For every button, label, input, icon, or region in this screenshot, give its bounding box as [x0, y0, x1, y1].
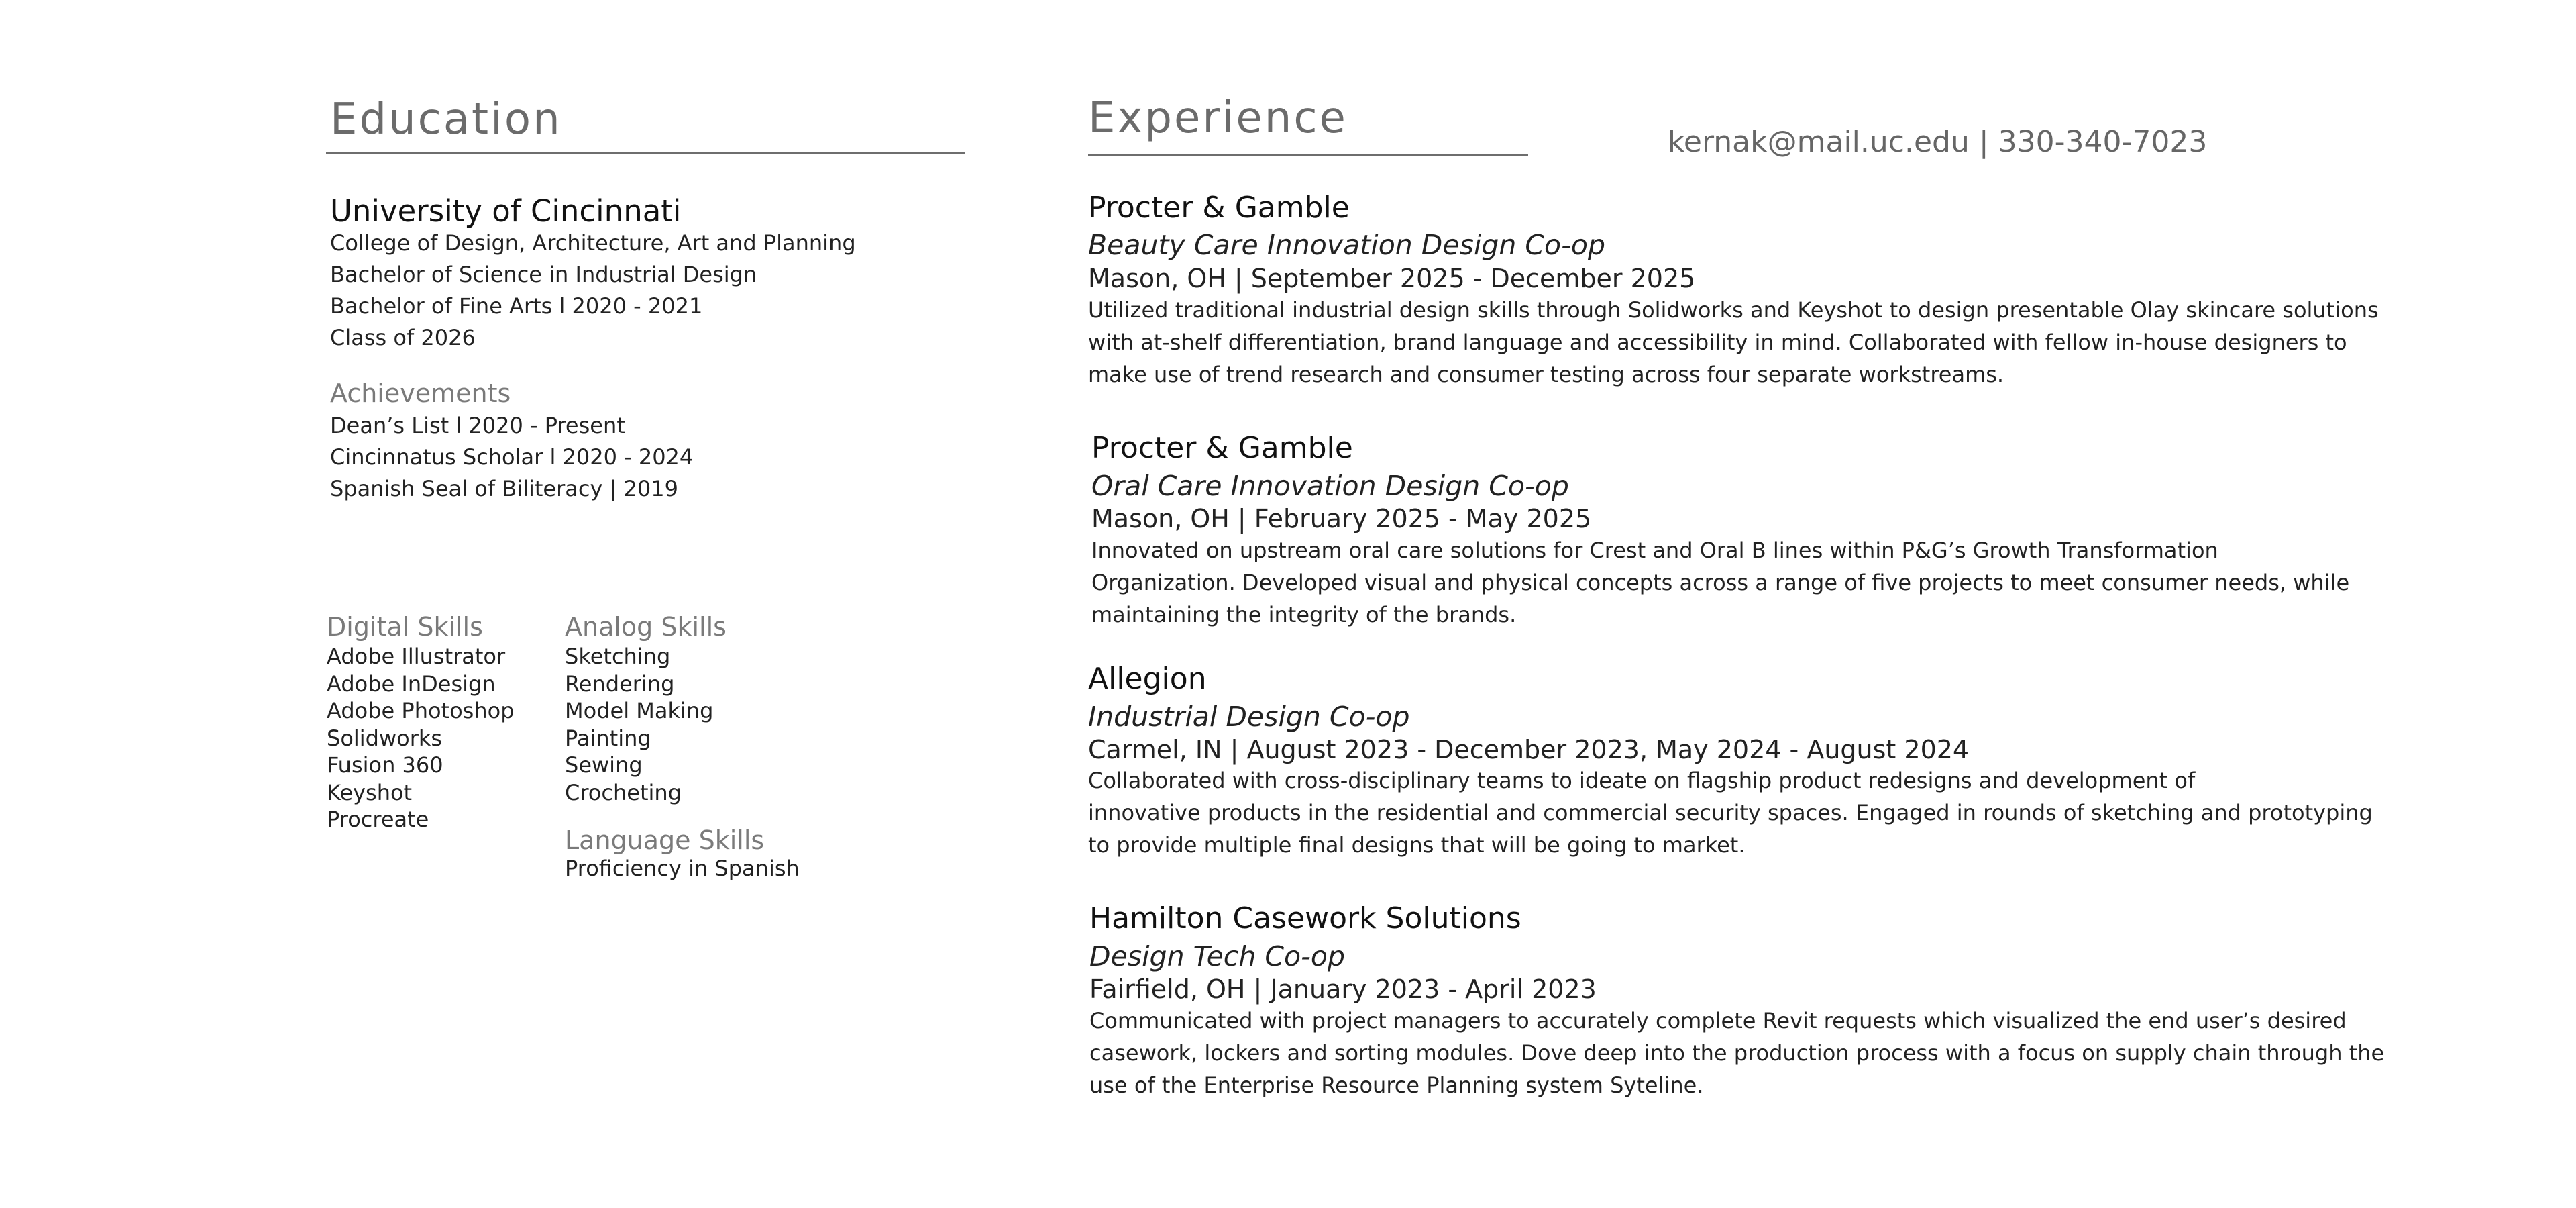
experience-heading: Experience [1088, 93, 1348, 143]
job-description [1089, 1005, 2384, 1101]
job-role: Beauty Care Innovation Design Co-op [1088, 229, 1606, 261]
language-skills-list [565, 855, 800, 883]
analog-skill-item: Sewing [565, 752, 643, 778]
achievement-item: Dean’s List l 2020 - Present [330, 413, 625, 438]
education-heading: Education [330, 95, 562, 144]
analog-skill-item: Model Making [565, 698, 714, 723]
language-skills-heading: Language Skills [565, 825, 765, 855]
digital-skill-item: Adobe Illustrator [327, 644, 506, 669]
digital-skill-item: Keyshot [327, 779, 413, 805]
digital-skill-item: Procreate [327, 807, 429, 832]
job-company: Hamilton Casework Solutions [1089, 901, 1521, 936]
job-description-line: Communicated with project managers to accurately complete Revit requests which visualized the end user’s desired [1089, 1008, 2347, 1034]
job-role: Industrial Design Co-op [1088, 701, 1410, 733]
analog-skill-item: Rendering [565, 670, 675, 697]
job-description-line: Utilized traditional industrial design skills through Solidworks and Keyshot to design presentable Olay skincare solutions [1088, 297, 2379, 323]
education-line: College of Design, Architecture, Art and Planning [330, 230, 856, 256]
analog-skill-item: Sketching [565, 644, 671, 669]
job-description-line: innovative products in the residential and commercial security spaces. Engaged in rounds of sketching and prototyping [1088, 800, 2373, 825]
job-description-line: make use of trend research and consumer testing across four separate workstreams. [1088, 362, 2004, 387]
digital-skill-item: Adobe Photoshop [327, 698, 515, 723]
job-description [1088, 764, 2373, 861]
job-company: Procter & Gamble [1091, 431, 1353, 465]
job-description [1091, 534, 2349, 631]
digital-skill-item: Fusion 360 [327, 752, 443, 778]
achievements-heading: Achievements [330, 379, 511, 408]
education-details [330, 228, 856, 354]
education-divider [326, 152, 965, 154]
education-line: Bachelor of Science in Industrial Design [330, 262, 757, 287]
job-location-dates: Mason, OH | September 2025 - December 2025 [1088, 264, 1696, 293]
analog-skill-item: Crocheting [565, 779, 682, 805]
achievements-list [330, 410, 693, 505]
digital-skills-heading: Digital Skills [327, 612, 483, 642]
job-description-line: with at-shelf differentiation, brand language and accessibility in mind. Collaborated with fellow in-house designers to [1088, 330, 2347, 355]
digital-skill-item: Adobe InDesign [327, 670, 496, 697]
digital-skills-list [327, 643, 515, 834]
job-description-line: Collaborated with cross-disciplinary teams to ideate on flagship product redesigns and development of [1088, 768, 2196, 793]
digital-skill-item: Solidworks [327, 725, 443, 751]
job-location-dates: Fairfield, OH | January 2023 - April 2023 [1089, 974, 1597, 1004]
job-description-line: maintaining the integrity of the brands. [1091, 602, 1517, 627]
job-description-line: Innovated on upstream oral care solutions for Crest and Oral B lines within P&G’s Growth Transformation [1091, 538, 2218, 563]
analog-skill-item: Painting [565, 725, 651, 751]
job-company: Allegion [1088, 662, 1207, 696]
education-line: Bachelor of Fine Arts l 2020 - 2021 [330, 293, 703, 319]
job-company: Procter & Gamble [1088, 191, 1350, 225]
job-description-line: use of the Enterprise Resource Planning system Syteline. [1089, 1072, 1704, 1098]
job-description-line: to provide multiple final designs that will be going to market. [1088, 832, 1746, 858]
contact-info: kernak@mail.uc.edu | 330-340-7023 [1668, 125, 2208, 159]
achievement-item: Cincinnatus Scholar l 2020 - 2024 [330, 444, 694, 470]
education-line: Class of 2026 [330, 325, 476, 350]
job-description-line: Organization. Developed visual and physical concepts across a range of five projects to meet consumer needs, while [1091, 570, 2350, 595]
job-location-dates: Carmel, IN | August 2023 - December 2023, May 2024 - August 2024 [1088, 735, 1970, 764]
experience-divider [1088, 154, 1528, 156]
language-skill-item: Proficiency in Spanish [565, 856, 800, 881]
analog-skills-heading: Analog Skills [565, 612, 727, 642]
school-name: University of Cincinnati [330, 193, 682, 229]
job-description-line: casework, lockers and sorting modules. Dove deep into the production process with a focus on supply chain through the [1089, 1040, 2385, 1066]
job-role: Oral Care Innovation Design Co-op [1091, 470, 1569, 502]
job-location-dates: Mason, OH | February 2025 - May 2025 [1091, 504, 1592, 534]
achievement-item: Spanish Seal of Biliteracy | 2019 [330, 476, 678, 501]
job-description [1088, 294, 2379, 391]
job-role: Design Tech Co-op [1089, 940, 1345, 972]
analog-skills-list [565, 643, 713, 806]
